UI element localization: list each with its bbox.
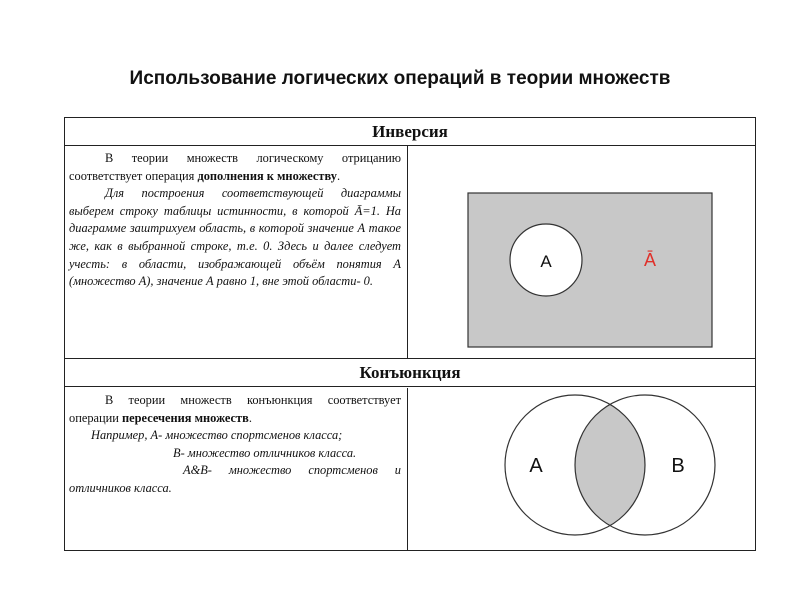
set-b-label: B: [671, 455, 685, 477]
inversion-paragraph-2: Для построения соответствующей диаграммы выберем строку таблицы истинности, в которой Ā=1. На диаграмме заштрихуем область, в которой значение А такое же, как в выбранной строке, т.е. 0. Здесь и далее следует учесть: в области, изображающей объём понятия А (множество А), значение А равно 1, вне этой области- 0.: [69, 186, 401, 289]
operations-table: [64, 117, 756, 551]
conjunction-paragraph-1: [69, 392, 401, 427]
conjunction-paragraph-3: В- множество отличников класса.: [173, 445, 357, 460]
inversion-text-cell: [65, 146, 407, 354]
universe-rect: [468, 193, 712, 347]
conjunction-p1-lead: В теории множеств конъюнкция соответствует операции: [69, 393, 401, 425]
inversion-paragraph-1: [69, 150, 401, 185]
complement-label: Ā: [643, 250, 657, 270]
conjunction-text-cell: [65, 388, 407, 550]
inversion-p1-bold: дополнения к множеству: [197, 168, 337, 183]
conjunction-header: Конъюнкция: [65, 359, 755, 387]
conjunction-paragraph-2: Например, А- множество спортсменов класса;: [91, 428, 343, 443]
page-title: Использование логических операций в теории множеств: [129, 68, 671, 89]
inversion-p1-end: .: [336, 168, 341, 183]
conjunction-p1-end: .: [248, 410, 252, 425]
set-a-label: A: [529, 455, 543, 477]
inversion-column-divider: [407, 146, 408, 358]
inversion-diagram: [408, 146, 755, 358]
inversion-p1-lead: В теории множеств логическому отрицанию соответствует операция: [69, 151, 401, 183]
conjunction-paragraph-4: А&В- множество спортсменов и отличников класса.: [69, 463, 401, 495]
set-a-label: A: [540, 252, 552, 271]
inversion-header: Инверсия: [65, 118, 755, 146]
conjunction-diagram: [408, 388, 755, 550]
conjunction-column-divider: [407, 388, 408, 550]
conjunction-p1-bold: пересечения множеств: [122, 410, 249, 425]
